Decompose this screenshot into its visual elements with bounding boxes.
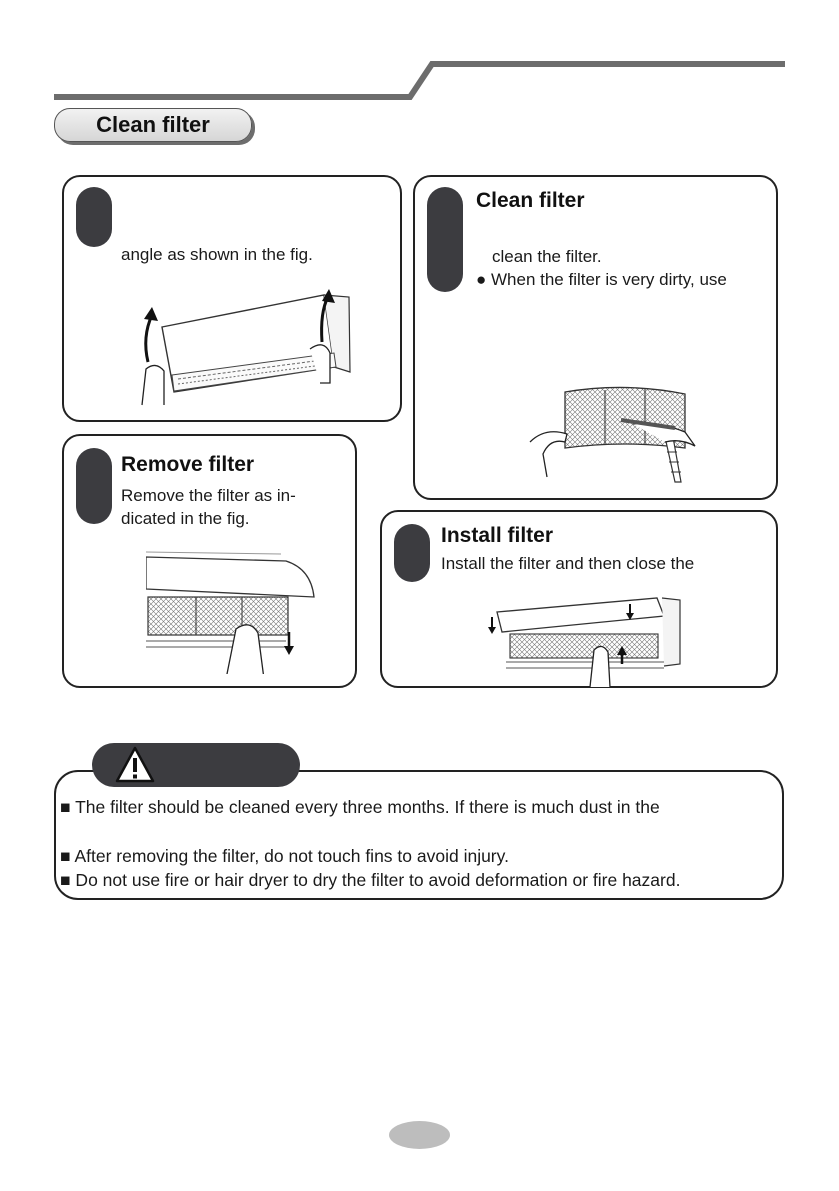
step-4-title: Install filter — [441, 524, 554, 547]
caution-line-3: ■ Do not use fire or hair dryer to dry the filter to avoid deformation or fire hazard. — [60, 870, 681, 890]
step-clean-filter-card — [413, 175, 778, 500]
open-panel-illustration — [134, 287, 354, 412]
caution-tab — [92, 743, 300, 787]
caution-line-2: ■ After removing the filter, do not touch fins to avoid injury. — [60, 846, 509, 866]
section-title — [54, 108, 252, 142]
step-2-title: Clean filter — [476, 189, 585, 212]
install-filter-illustration — [482, 592, 687, 687]
step-3-title: Remove filter — [121, 453, 255, 476]
step-3-marker — [76, 448, 112, 524]
step-install-filter-card — [380, 510, 778, 688]
step-1-marker — [76, 187, 112, 247]
step-open-panel-card — [62, 175, 402, 422]
step-4-marker — [394, 524, 430, 582]
step-3-text-line1: Remove the filter as in- — [121, 486, 296, 505]
step-4-text: Install the filter and then close the — [441, 554, 695, 573]
clean-filter-illustration — [525, 382, 715, 492]
caution-line-1: ■ The filter should be cleaned every three months. If there is much dust in the — [60, 797, 660, 817]
step-2-marker — [427, 187, 463, 292]
page-number-badge — [389, 1121, 450, 1149]
step-remove-filter-card — [62, 434, 357, 688]
step-1-text: angle as shown in the fig. — [121, 245, 313, 264]
warning-triangle-icon — [114, 745, 156, 785]
step-2-text-line1: clean the filter. — [492, 247, 602, 266]
step-3-text-line2: dicated in the fig. — [121, 509, 250, 528]
step-2-text-line2: ● When the filter is very dirty, use — [476, 270, 727, 289]
remove-filter-illustration — [146, 549, 321, 674]
header-rule — [0, 0, 839, 110]
caution-box — [54, 770, 784, 900]
section-title-label: Clean filter — [96, 112, 210, 137]
